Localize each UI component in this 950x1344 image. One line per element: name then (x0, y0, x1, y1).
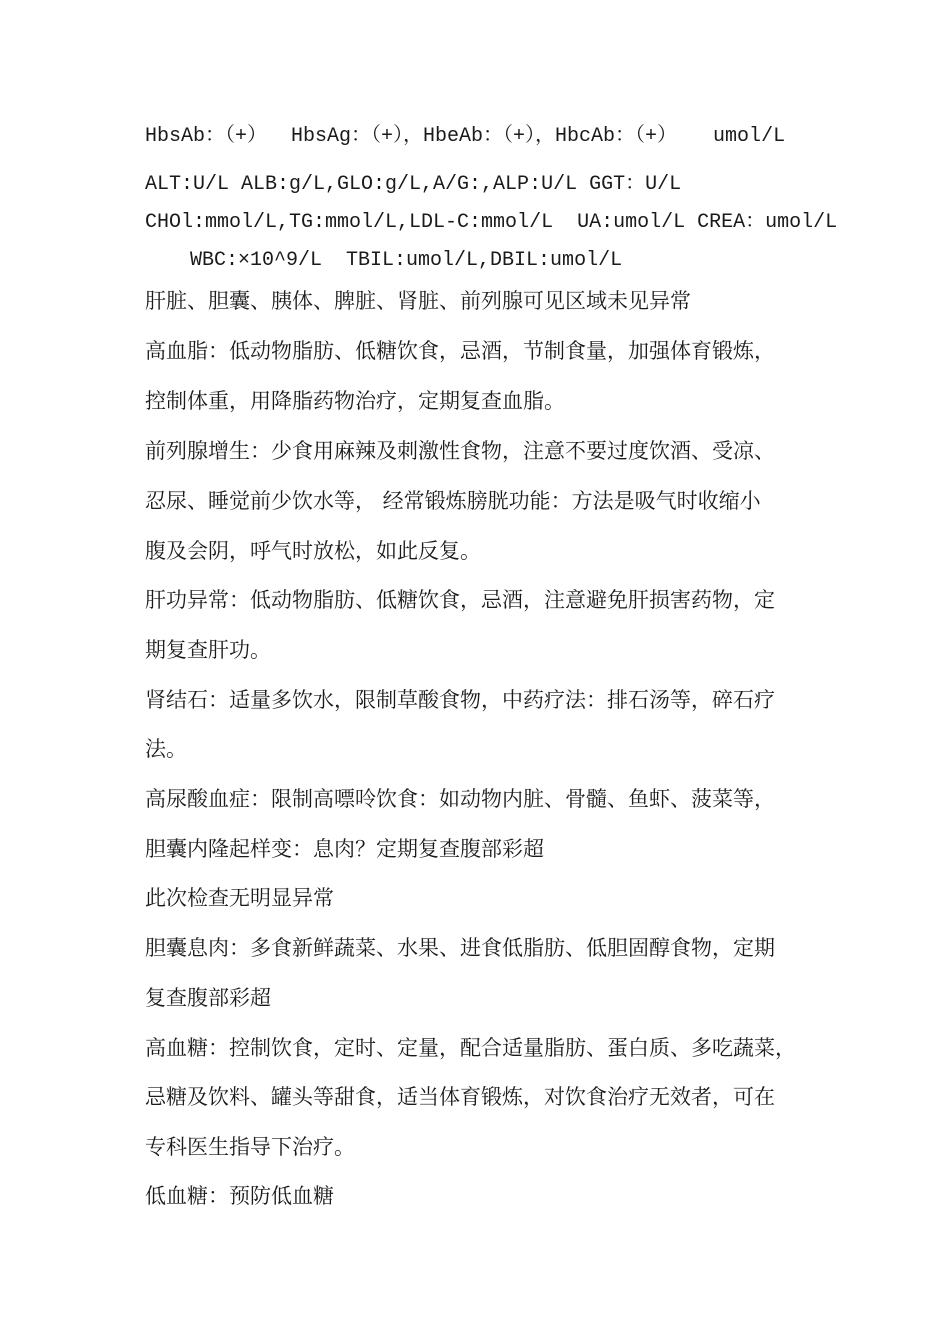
lab-line-hepatitis: HbsAb：（+） HbsAg：（+），HbeAb：（+），HbcAb：（+） umol/L (145, 125, 786, 148)
text-line: 此次检查无明显异常 (145, 886, 334, 910)
text-line: 复查腹部彩超 (145, 986, 271, 1010)
text-line: 法。 (145, 737, 187, 761)
lab-line-blood-bilirubin: WBC:×10^9/L TBIL:umol/L,DBIL:umol/L (190, 249, 623, 272)
text-line: 肝功异常：低动物脂肪、低糖饮食，忌酒，注意避免肝损害药物，定 (145, 588, 775, 612)
text-line: 腹及会阴，呼气时放松，如此反复。 (145, 539, 481, 563)
text-line: 忌糖及饮料、罐头等甜食，适当体育锻炼，对饮食治疗无效者，可在 (145, 1085, 775, 1109)
text-line: 肝脏、胆囊、胰体、脾脏、肾脏、前列腺可见区域未见异常 (145, 289, 691, 313)
text-line: 高血脂：低动物脂肪、低糖饮食，忌酒，节制食量，加强体育锻炼， (145, 339, 775, 363)
text-line: 胆囊内隆起样变：息肉？定期复查腹部彩超 (145, 837, 544, 861)
text-line: 专科医生指导下治疗。 (145, 1135, 355, 1159)
text-line: 低血糖：预防低血糖 (145, 1184, 334, 1208)
text-line: 肾结石：适量多饮水，限制草酸食物，中药疗法：排石汤等，碎石疗 (145, 688, 775, 712)
text-line: 期复查肝功。 (145, 638, 271, 662)
text-line: 胆囊息肉：多食新鲜蔬菜、水果、进食低脂肪、低胆固醇食物，定期 (145, 936, 775, 960)
text-line: 高血糖：控制饮食，定时、定量，配合适量脂肪、蛋白质、多吃蔬菜， (145, 1036, 796, 1060)
text-line: 高尿酸血症：限制高嘌呤饮食：如动物内脏、骨髓、鱼虾、菠菜等， (145, 787, 775, 811)
text-line: 控制体重，用降脂药物治疗，定期复查血脂。 (145, 389, 565, 413)
lab-line-lipids-kidney: CHOl:mmol/L,TG:mmol/L,LDL-C:mmol/L UA:umol/L CREA：umol/L (145, 211, 838, 234)
text-line: 前列腺增生：少食用麻辣及刺激性食物，注意不要过度饮酒、受凉、 (145, 439, 775, 463)
lab-line-liver-function: ALT:U/L ALB:g/L,GLO:g/L,A/G:,ALP:U/L GGT：U/L (145, 173, 682, 196)
text-line: 忍尿、睡觉前少饮水等， 经常锻炼膀胱功能：方法是吸气时收缩小 (145, 489, 761, 513)
